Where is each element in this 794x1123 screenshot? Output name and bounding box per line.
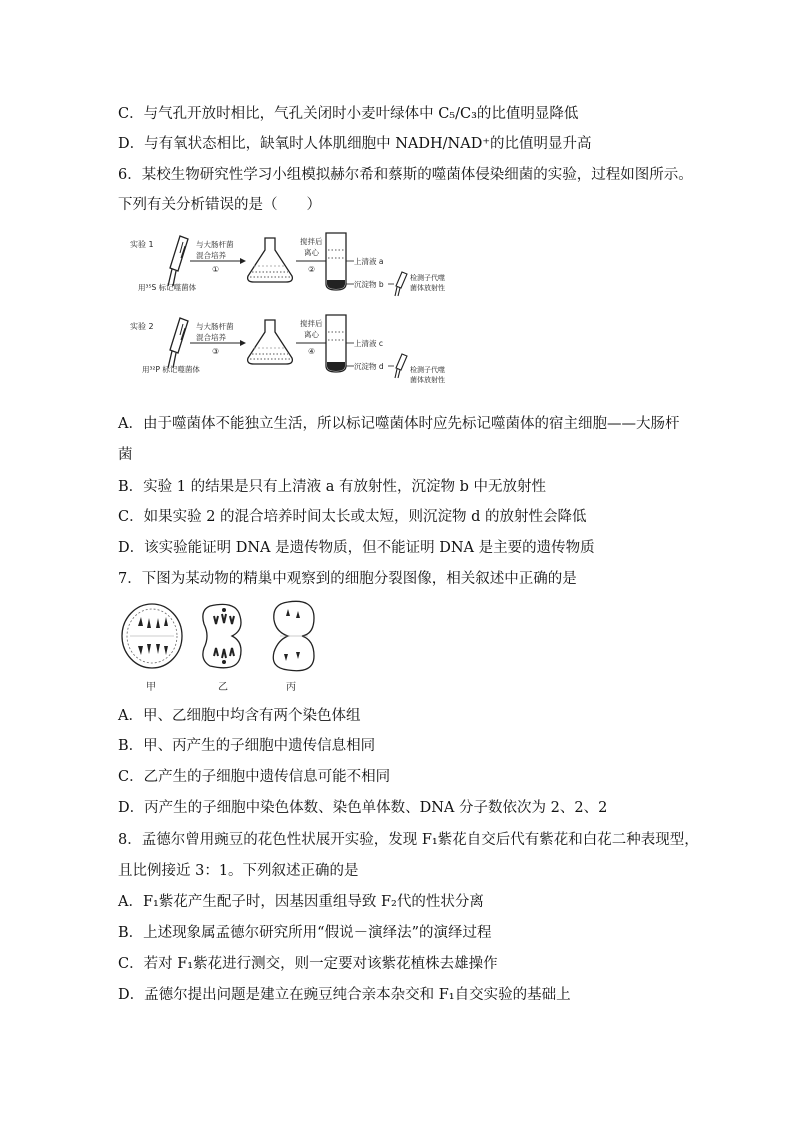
- q6-stem-line2: 下列有关分析错误的是（ ）: [118, 197, 321, 213]
- q5-option-d: D．与有氧状态相比，缺氧时人体肌细胞中 NADH/NAD⁺的比值明显升高: [118, 136, 592, 152]
- q8-stem-line2: 且比例接近 3：1。下列叙述正确的是: [118, 863, 359, 879]
- exp1-stir-top: 搅拌后: [300, 237, 323, 246]
- q7-stem: 7．下图为某动物的精巢中观察到的细胞分裂图像，相关叙述中正确的是: [118, 571, 577, 587]
- exp2-stir-number: ④: [308, 347, 316, 356]
- exp1-step-bottom: 混合培养: [196, 251, 226, 260]
- cell-bing: [273, 601, 314, 693]
- experiment-1: [130, 233, 445, 296]
- exp2-detect-top: 检测子代噬: [410, 366, 445, 374]
- exp1-title: 实验 1: [130, 240, 154, 249]
- experiment-2: [130, 315, 445, 384]
- exp1-detect-bottom: 菌体放射性: [410, 284, 445, 292]
- q8-stem-line1: 8．孟德尔曾用豌豆的花色性状展开实验，发现 F₁紫花自交后代有紫花和白花二种表现型，: [118, 832, 699, 848]
- exp1-flask-icon: [248, 238, 293, 282]
- exp1-stir-bottom: 离心: [304, 248, 319, 257]
- q7-option-a: A．甲、乙细胞中均含有两个染色体组: [118, 708, 361, 724]
- exp2-step-top: 与大肠杆菌: [196, 322, 234, 331]
- exp1-test-tube-icon: [168, 236, 188, 286]
- q6-option-a-line1: A．由于噬菌体不能独立生活，所以标记噬菌体时应先标记噬菌体的宿主细胞——大肠杆: [118, 416, 680, 432]
- exp2-centrifuge-tube-icon: [326, 315, 346, 372]
- cell-division-figure: [118, 598, 340, 696]
- q6-option-a-line2: 菌: [118, 447, 133, 463]
- q6-stem-line1: 6．某校生物研究性学习小组模拟赫尔希和蔡斯的噬菌体侵染细菌的实验，过程如图所示。: [118, 167, 693, 183]
- q8-option-a: A．F₁紫花产生配子时，因基因重组导致 F₂代的性状分离: [118, 894, 484, 910]
- exp1-sediment: 沉淀物 b: [354, 280, 384, 289]
- exp2-test-tube-icon: [168, 318, 188, 368]
- cell-yi: [203, 604, 241, 693]
- q8-option-d: D．孟德尔提出问题是建立在豌豆纯合亲本杂交和 F₁自交实验的基础上: [118, 987, 571, 1003]
- q5-option-c: C．与气孔开放时相比，气孔关闭时小麦叶绿体中 C₅/C₃的比值明显降低: [118, 106, 579, 122]
- exp2-supernatant: 上清液 c: [354, 339, 384, 348]
- q8-option-c: C．若对 F₁紫花进行测交，则一定要对该紫花植株去雄操作: [118, 956, 498, 972]
- q7-option-b: B．甲、丙产生的子细胞中遗传信息相同: [118, 738, 376, 754]
- cell-label-yi: 乙: [218, 682, 228, 693]
- exp2-stir-top: 搅拌后: [300, 319, 323, 328]
- cell-label-jia: 甲: [146, 682, 156, 693]
- exp2-title: 实验 2: [130, 322, 154, 331]
- q6-option-b: B．实验 1 的结果是只有上清液 a 有放射性，沉淀物 b 中无放射性: [118, 479, 546, 495]
- q8-option-b: B．上述现象属孟德尔研究所用“假说－演绎法”的演绎过程: [118, 925, 492, 941]
- q6-option-c: C．如果实验 2 的混合培养时间太长或太短，则沉淀物 d 的放射性会降低: [118, 509, 587, 525]
- q7-option-d: D．丙产生的子细胞中染色体数、染色单体数、DNA 分子数依次为 2、2、2: [118, 800, 608, 816]
- exp1-stir-number: ②: [308, 265, 316, 274]
- exp1-step-number: ①: [212, 265, 220, 274]
- exp2-detect-tube-icon: [395, 354, 407, 378]
- exp1-detect-tube-icon: [395, 272, 407, 296]
- exp1-label: 用³⁵S 标记噬菌体: [138, 283, 197, 292]
- exp1-step-top: 与大肠杆菌: [196, 240, 234, 249]
- cell-jia: [122, 604, 182, 693]
- exp1-centrifuge-tube-icon: [326, 233, 346, 290]
- cell-label-bing: 丙: [286, 682, 296, 693]
- exp2-flask-icon: [248, 320, 293, 364]
- phage-experiment-figure: [128, 228, 458, 393]
- exp1-supernatant: 上清液 a: [354, 257, 384, 266]
- exp2-detect-bottom: 菌体放射性: [410, 376, 445, 384]
- exp2-step-bottom: 混合培养: [196, 333, 226, 342]
- exp2-step-number: ③: [212, 347, 220, 356]
- q6-option-d: D．该实验能证明 DNA 是遗传物质，但不能证明 DNA 是主要的遗传物质: [118, 540, 595, 556]
- exp1-detect-top: 检测子代噬: [410, 274, 445, 282]
- exp2-label: 用³²P 标记噬菌体: [142, 365, 200, 374]
- exp2-sediment: 沉淀物 d: [354, 362, 384, 371]
- exp2-stir-bottom: 离心: [304, 330, 319, 339]
- q7-option-c: C．乙产生的子细胞中遗传信息可能不相同: [118, 769, 391, 785]
